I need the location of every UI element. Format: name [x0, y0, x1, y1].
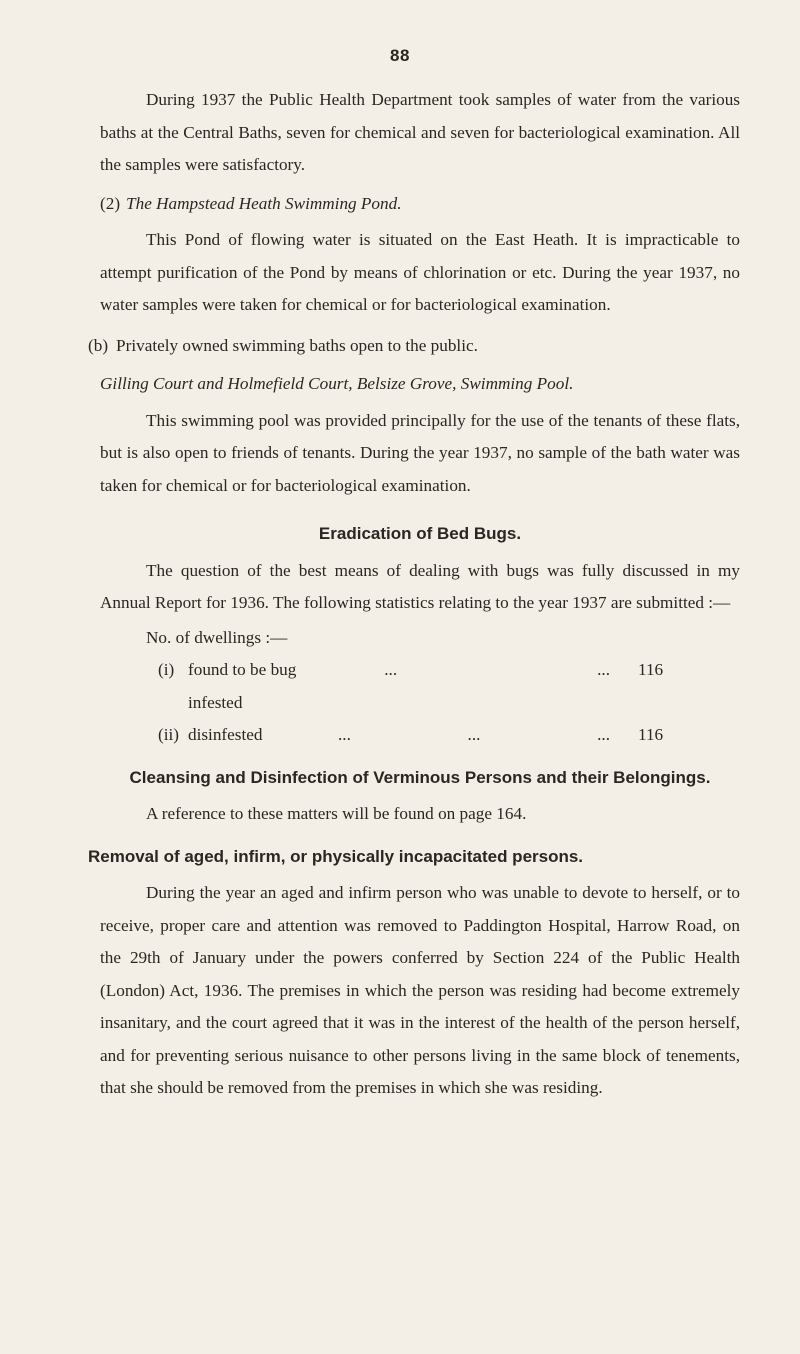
stat-row-label: found to be bug infested [188, 660, 297, 712]
private-baths-title: Privately owned swimming baths open to the public. [116, 335, 478, 355]
stat-row-leaders [338, 719, 638, 752]
stat-row-infested [100, 654, 740, 719]
leader-dots: ... [384, 660, 398, 679]
verminous-persons-paragraph: A reference to these matters will be found on page 164. [146, 804, 527, 823]
stat-row-value: 116 [638, 725, 664, 744]
removal-paragraph: During the year an aged and infirm person who was unable to devote to herself, or to receive, proper care and attention was removed to Paddington Hospital, Harrow Road, on the 29th of January under the powers conferred by Section 224 of the Public Health (London) Act, 1936. The premises in which the person was residing had become extremely insanitary, and the court agreed that it was in the interest of the health of the person herself, and for preventing serious nuisance to other persons living in the same block of tenements, that she should be removed from the premises in which she was residing. [100, 883, 740, 1097]
bed-bugs-heading: Eradication of Bed Bugs. [318, 524, 522, 543]
page-body [88, 84, 740, 1105]
pond-section-title: The Hampstead Heath Swimming Pond. [126, 193, 402, 213]
page-number: 88 [390, 46, 410, 65]
stat-row-numeral: (ii) [158, 725, 179, 744]
baths-intro-paragraph: During 1937 the Public Health Department took samples of water from the various baths at the Central Baths, seven for chemical and seven for bacteriological examination. All the samples were satisfactory. [100, 90, 740, 174]
stat-row-leaders [338, 654, 638, 719]
verminous-persons-heading: Cleansing and Disinfection of Verminous Persons and their Belongings. [129, 767, 711, 787]
leader-dots: ... [467, 725, 481, 744]
stat-row-value: 116 [638, 660, 664, 679]
dwellings-label: No. of dwellings :— [146, 627, 288, 647]
leader-dots: ... [597, 660, 610, 679]
gilling-court-paragraph: This swimming pool was provided principally for the use of the tenants of these flats, but is also open to friends of tenants. During the year 1937, no sample of the bath water was taken for chemical or for bacteriological examination. [100, 410, 740, 495]
removal-heading: Removal of aged, infirm, or physically incapacitated persons. [88, 846, 584, 866]
stat-row-label: disinfested [188, 725, 263, 744]
leader-dots: ... [597, 725, 610, 744]
pond-section-number: (2) [100, 193, 121, 213]
gilling-court-heading: Gilling Court and Holmefield Court, Belsize Grove, Swimming Pool. [100, 374, 574, 393]
bed-bugs-paragraph: The question of the best means of dealing with bugs was fully discussed in my Annual Report for 1936. The following statistics relating to the year 1937 are submitted :— [100, 560, 740, 612]
pond-section-heading [100, 188, 740, 221]
pond-paragraph: This Pond of flowing water is situated on the East Heath. It is impracticable to attempt purification of the Pond by means of chlorination or etc. During the year 1937, no water samples were taken for chemical or for bacteriological examination. [100, 230, 740, 314]
private-baths-number: (b) [88, 335, 109, 355]
stat-row-disinfested [100, 719, 740, 752]
stat-row-numeral: (i) [158, 660, 175, 679]
private-baths-heading [88, 330, 740, 363]
leader-dots: ... [338, 725, 351, 744]
